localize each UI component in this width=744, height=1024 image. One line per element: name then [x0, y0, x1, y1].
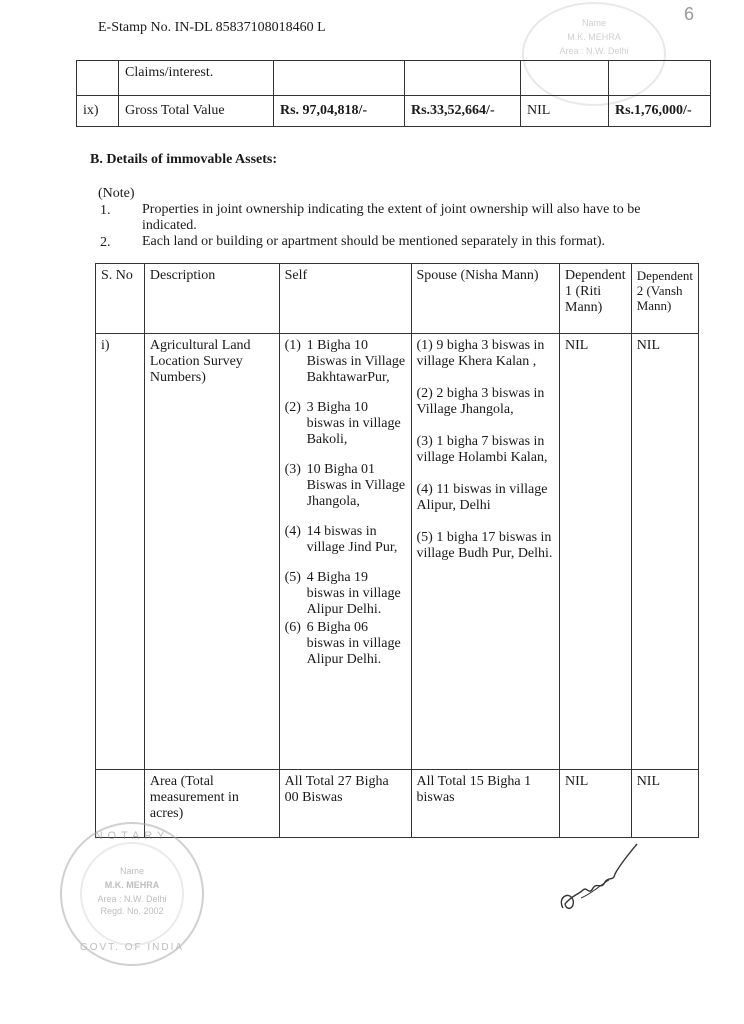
row-number: i) — [96, 334, 145, 770]
dependent2-value: NIL — [631, 770, 698, 838]
dependent1-value: NIL — [560, 770, 632, 838]
header-dependent2: Dependent 2 (Vansh Mann) — [631, 264, 698, 334]
seal-name: Name — [581, 18, 606, 28]
seal-ring-top: NOTARY — [94, 830, 170, 842]
note-label: (Note) — [98, 186, 135, 201]
estamp-number: E-Stamp No. IN-DL 85837108018460 L — [98, 20, 326, 35]
dependent1-value: NIL — [521, 96, 609, 127]
dependent2-value: NIL — [631, 334, 698, 770]
list-item: (4) 11 biswas in village Alipur, Delhi — [416, 482, 548, 513]
page-number: 6 — [684, 4, 695, 24]
table-row — [77, 61, 711, 96]
claims-label: Claims/interest. — [119, 61, 274, 96]
list-item: (5) 4 Bigha 19 biswas in village Alipur Delhi. — [284, 570, 401, 617]
spouse-area-total: All Total 15 Bigha 1 biswas — [411, 770, 560, 838]
list-item: (1) 1 Bigha 10 Biswas in Village BakhtawarPur, — [284, 338, 406, 385]
self-land-list — [279, 334, 411, 770]
seal-name: Name — [119, 866, 144, 876]
header-sno: S. No — [96, 264, 145, 334]
dependent2-value: Rs.1,76,000/- — [609, 96, 711, 127]
list-item: (2) 3 Bigha 10 biswas in village Bakoli, — [284, 400, 401, 447]
dependent1-value: NIL — [560, 334, 632, 770]
self-area-total: All Total 27 Bigha 00 Biswas — [279, 770, 411, 838]
section-heading: B. Details of immovable Assets: — [90, 152, 278, 167]
seal-notary-name: M.K. MEHRA — [104, 880, 160, 890]
header-description: Description — [144, 264, 279, 334]
immovable-assets-table — [95, 263, 699, 838]
seal-area: Area : N.W. Delhi — [97, 894, 167, 904]
list-item: (1) 9 bigha 3 biswas in village Khera Kalan , — [416, 338, 545, 369]
header-dependent1: Dependent 1 (Riti Mann) — [560, 264, 632, 334]
list-item: (3) 10 Bigha 01 Biswas in Village Jhangola, — [284, 462, 406, 509]
seal-regd: Regd. No. 2002 — [100, 906, 164, 916]
row-description: Area (Total measurement in acres) — [144, 770, 279, 838]
self-value: Rs. 97,04,818/- — [274, 96, 405, 127]
note-text: Properties in joint ownership indicating the extent of joint ownership will also have to be indicated. — [142, 202, 641, 233]
spouse-land-list — [411, 334, 560, 770]
table-row — [96, 770, 699, 838]
header-spouse: Spouse (Nisha Mann) — [411, 264, 560, 334]
seal-area: Area : N.W. Delhi — [559, 46, 629, 56]
table-header-row — [96, 264, 699, 334]
notary-seal — [60, 822, 204, 966]
list-item: (2) 2 bigha 3 biswas in Village Jhangola, — [416, 386, 545, 417]
row-description: Agricultural Land Location Survey Numbers) — [144, 334, 279, 770]
list-item: (5) 1 bigha 17 biswas in village Budh Pur, Delhi. — [416, 530, 553, 561]
row-description: Gross Total Value — [119, 96, 274, 127]
note-number: 2. — [100, 235, 111, 250]
row-number: ix) — [77, 96, 119, 127]
list-item: (3) 1 bigha 7 biswas in village Holambi Kalan, — [416, 434, 548, 465]
header-self: Self — [279, 264, 411, 334]
list-item: (4) 14 biswas in village Jind Pur, — [284, 524, 398, 555]
seal-ring-bottom: GOVT. OF INDIA — [79, 942, 185, 953]
table-row — [77, 96, 711, 127]
list-item: (6) 6 Bigha 06 biswas in village Alipur Delhi. — [284, 620, 401, 667]
note-text: Each land or building or apartment should be mentioned separately in this format). — [142, 234, 606, 249]
spouse-value: Rs.33,52,664/- — [405, 96, 521, 127]
signature-icon — [555, 838, 645, 918]
gross-value-table — [76, 60, 711, 127]
table-row — [96, 334, 699, 770]
seal-notary-name: M.K. MEHRA — [567, 32, 621, 42]
note-number: 1. — [100, 203, 111, 218]
